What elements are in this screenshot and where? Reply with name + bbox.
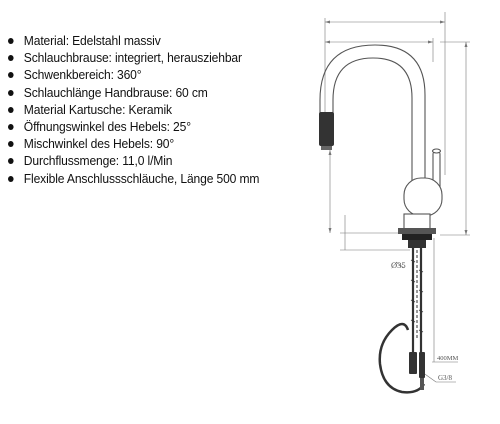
spec-text: Flexible Anschlussschläuche, Länge 500 mm — [23, 170, 260, 186]
faucet-body — [320, 45, 425, 200]
spec-item-opening-angle — [8, 118, 259, 135]
faucet-technical-drawing — [296, 0, 500, 424]
mixer-body — [398, 178, 442, 248]
spray-hose-loop — [380, 324, 424, 392]
spec-item-hose-spray — [8, 49, 259, 66]
spec-item-connection-hoses — [8, 170, 259, 187]
spec-list — [8, 32, 278, 187]
bullet-icon — [8, 38, 14, 44]
bullet-icon — [8, 72, 14, 78]
spec-text: Mischwinkel des Hebels: 90° — [23, 136, 175, 152]
spec-item-cartridge — [8, 101, 259, 118]
spec-text: Material: Edelstahl massiv — [23, 33, 161, 48]
spec-text: Schwenkbereich: 360° — [23, 67, 142, 83]
spec-text: Schlauchbrause: integriert, herausziehbar — [23, 50, 242, 66]
hose-fittings — [409, 352, 425, 390]
spec-text: Schlauchlänge Handbrause: 60 cm — [23, 84, 208, 100]
bullet-icon — [8, 55, 14, 61]
spec-item-swivel-range — [8, 66, 259, 83]
dimension-ticks — [325, 21, 468, 236]
diameter-label: Ø35 — [391, 260, 406, 270]
spec-text: Material Kartusche: Keramik — [23, 101, 172, 117]
connection-hoses — [411, 248, 423, 352]
spec-item-hose-length — [8, 84, 259, 101]
bullet-icon — [8, 107, 14, 113]
thread-label: G3/8 — [438, 374, 452, 382]
hose-length-label: 400MM — [437, 355, 459, 362]
bullet-icon — [8, 176, 14, 182]
bullet-icon — [8, 90, 14, 96]
bullet-icon — [8, 124, 14, 130]
spec-item-material — [8, 32, 259, 49]
spec-text: Öffnungswinkel des Hebels: 25° — [23, 119, 191, 135]
bullet-icon — [8, 158, 14, 164]
spec-text: Durchflussmenge: 11,0 l/Min — [23, 153, 173, 169]
spec-item-flow-rate — [8, 152, 259, 169]
bullet-icon — [8, 141, 14, 147]
spec-item-mixing-angle — [8, 135, 259, 152]
spray-head — [319, 112, 334, 150]
